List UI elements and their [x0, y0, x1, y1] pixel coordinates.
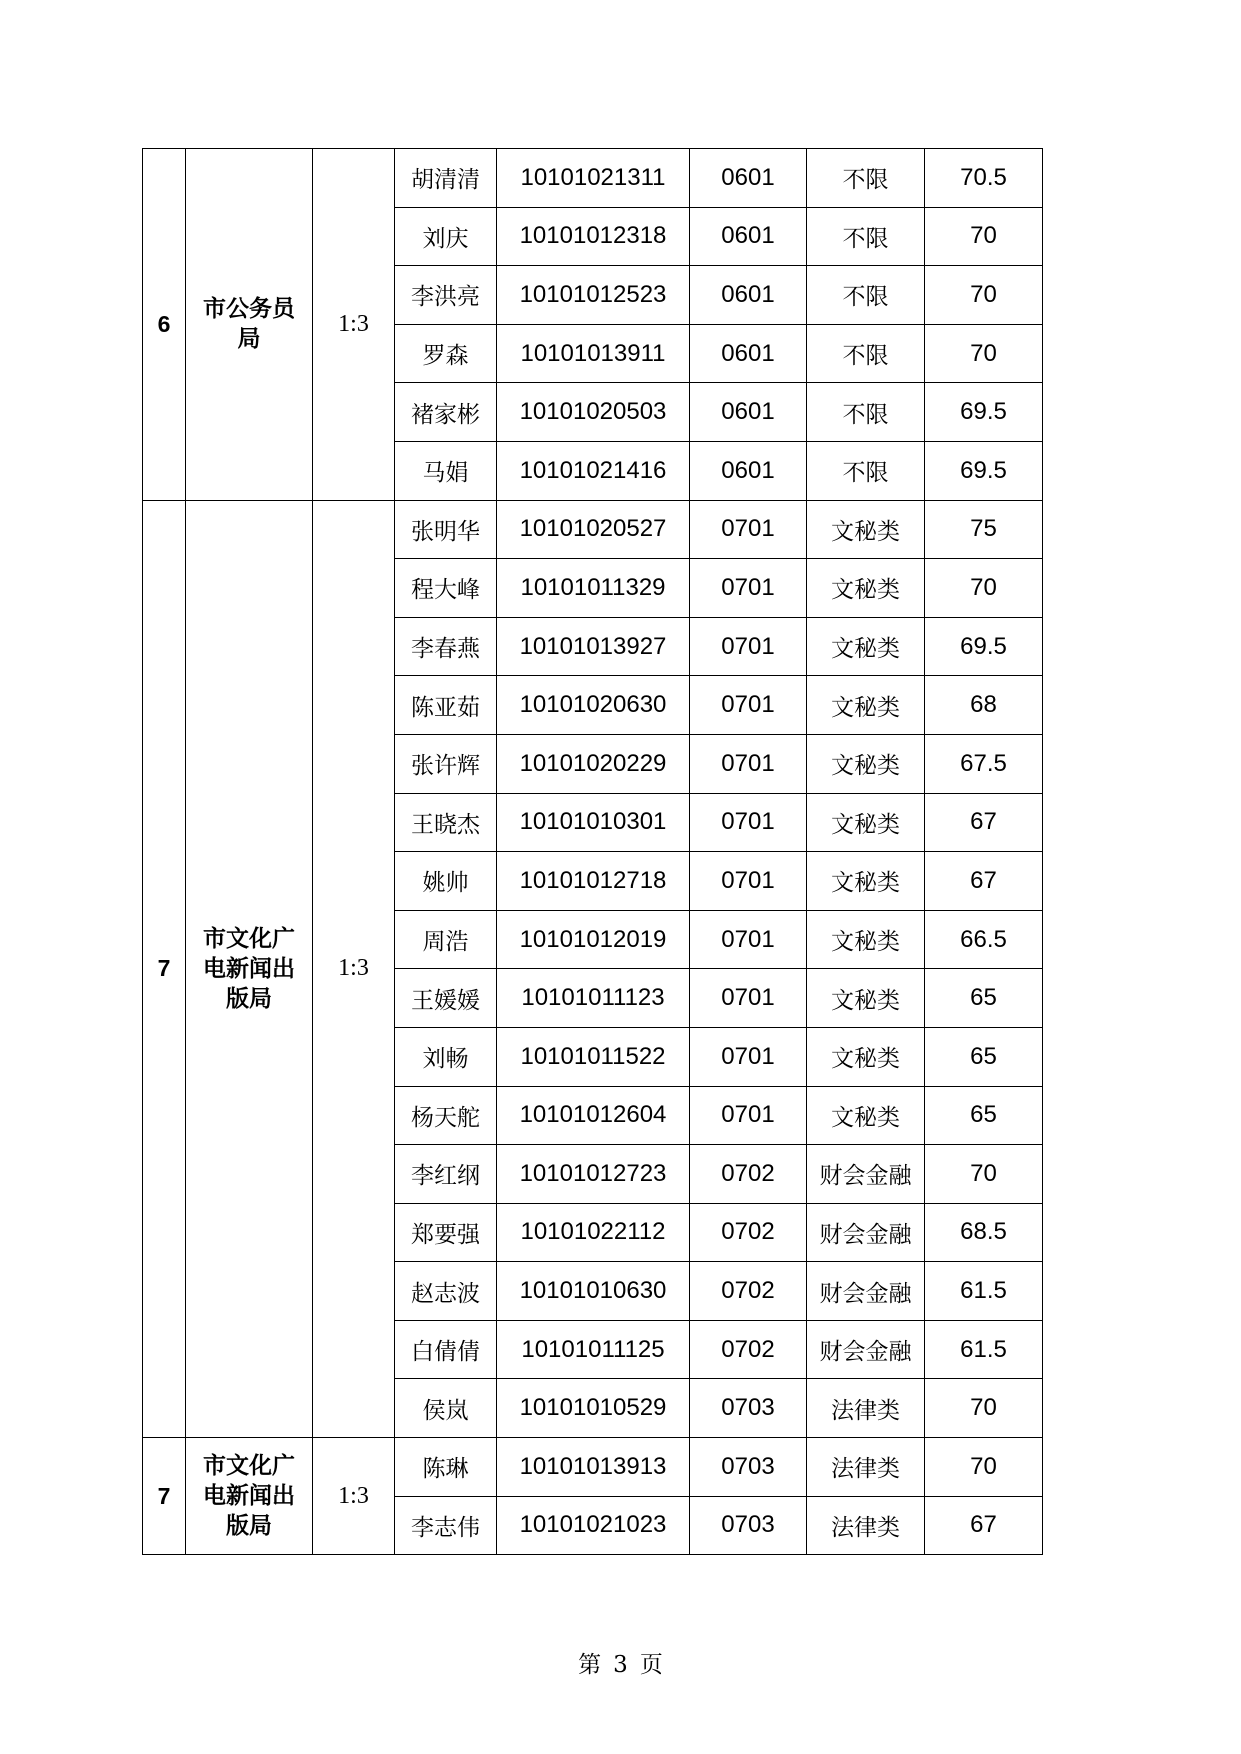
major-cell: 文秘类 [807, 617, 925, 676]
name-cell: 陈亚茹 [395, 676, 497, 735]
score-cell: 68 [925, 676, 1043, 735]
position-code-cell: 0701 [690, 617, 807, 676]
exam-id-cell: 10101022112 [497, 1203, 690, 1262]
score-cell: 70 [925, 207, 1043, 266]
major-cell: 不限 [807, 149, 925, 208]
table-row [143, 500, 1043, 559]
exam-id-cell: 10101013913 [497, 1438, 690, 1497]
position-code-cell: 0601 [690, 441, 807, 500]
exam-id-cell: 10101011329 [497, 559, 690, 618]
exam-id-cell: 10101020503 [497, 383, 690, 442]
major-cell: 不限 [807, 266, 925, 325]
score-cell: 70 [925, 1438, 1043, 1497]
name-cell: 王晓杰 [395, 793, 497, 852]
position-code-cell: 0702 [690, 1262, 807, 1321]
name-cell: 陈琳 [395, 1438, 497, 1497]
position-code-cell: 0601 [690, 207, 807, 266]
score-cell: 70 [925, 266, 1043, 325]
exam-id-cell: 10101011123 [497, 969, 690, 1028]
group-ratio-cell: 1:3 [313, 500, 395, 1438]
score-cell: 70 [925, 324, 1043, 383]
major-cell: 文秘类 [807, 1027, 925, 1086]
score-cell: 67 [925, 1496, 1043, 1555]
major-cell: 文秘类 [807, 852, 925, 911]
exam-id-cell: 10101011522 [497, 1027, 690, 1086]
major-cell: 财会金融 [807, 1145, 925, 1204]
exam-id-cell: 10101020630 [497, 676, 690, 735]
dept-line: 电新闻出 [203, 955, 295, 982]
major-cell: 文秘类 [807, 793, 925, 852]
name-cell: 李春燕 [395, 617, 497, 676]
name-cell: 褚家彬 [395, 383, 497, 442]
dept-line: 局 [237, 326, 261, 353]
exam-id-cell: 10101012723 [497, 1145, 690, 1204]
name-cell: 张明华 [395, 500, 497, 559]
major-cell: 文秘类 [807, 1086, 925, 1145]
exam-id-cell: 10101010301 [497, 793, 690, 852]
score-cell: 61.5 [925, 1320, 1043, 1379]
table-row [143, 1438, 1043, 1497]
position-code-cell: 0703 [690, 1496, 807, 1555]
major-cell: 法律类 [807, 1379, 925, 1438]
group-dept-cell [186, 1438, 313, 1555]
score-cell: 65 [925, 1027, 1043, 1086]
position-code-cell: 0701 [690, 676, 807, 735]
name-cell: 刘畅 [395, 1027, 497, 1086]
group-seq-cell: 6 [143, 149, 186, 501]
score-cell: 66.5 [925, 910, 1043, 969]
score-cell: 69.5 [925, 383, 1043, 442]
score-cell: 70.5 [925, 149, 1043, 208]
dept-line: 市公务员 [203, 296, 295, 323]
table-row [143, 149, 1043, 208]
position-code-cell: 0701 [690, 500, 807, 559]
footer-prefix: 第 [578, 1652, 602, 1678]
candidate-table [142, 148, 1043, 1555]
position-code-cell: 0701 [690, 793, 807, 852]
name-cell: 马娟 [395, 441, 497, 500]
major-cell: 文秘类 [807, 734, 925, 793]
position-code-cell: 0703 [690, 1438, 807, 1497]
group-dept-cell [186, 149, 313, 501]
name-cell: 周浩 [395, 910, 497, 969]
score-cell: 70 [925, 1145, 1043, 1204]
exam-id-cell: 10101021311 [497, 149, 690, 208]
name-cell: 刘庆 [395, 207, 497, 266]
exam-id-cell: 10101021416 [497, 441, 690, 500]
score-cell: 68.5 [925, 1203, 1043, 1262]
position-code-cell: 0601 [690, 266, 807, 325]
position-code-cell: 0701 [690, 1086, 807, 1145]
group-seq-cell: 7 [143, 500, 186, 1438]
position-code-cell: 0703 [690, 1379, 807, 1438]
major-cell: 财会金融 [807, 1262, 925, 1321]
position-code-cell: 0601 [690, 324, 807, 383]
score-cell: 69.5 [925, 441, 1043, 500]
score-cell: 70 [925, 1379, 1043, 1438]
name-cell: 郑要强 [395, 1203, 497, 1262]
exam-id-cell: 10101012718 [497, 852, 690, 911]
position-code-cell: 0601 [690, 383, 807, 442]
score-cell: 70 [925, 559, 1043, 618]
name-cell: 王媛媛 [395, 969, 497, 1028]
exam-id-cell: 10101011125 [497, 1320, 690, 1379]
group-ratio-cell: 1:3 [313, 1438, 395, 1555]
dept-line: 市文化广 [203, 1453, 295, 1480]
position-code-cell: 0702 [690, 1145, 807, 1204]
major-cell: 文秘类 [807, 910, 925, 969]
exam-id-cell: 10101012604 [497, 1086, 690, 1145]
group-ratio-cell: 1:3 [313, 149, 395, 501]
exam-id-cell: 10101012318 [497, 207, 690, 266]
position-code-cell: 0701 [690, 910, 807, 969]
major-cell: 不限 [807, 441, 925, 500]
position-code-cell: 0601 [690, 149, 807, 208]
name-cell: 李洪亮 [395, 266, 497, 325]
major-cell: 法律类 [807, 1438, 925, 1497]
exam-id-cell: 10101020527 [497, 500, 690, 559]
position-code-cell: 0701 [690, 1027, 807, 1086]
name-cell: 张许辉 [395, 734, 497, 793]
major-cell: 文秘类 [807, 969, 925, 1028]
name-cell: 白倩倩 [395, 1320, 497, 1379]
page-footer [0, 1646, 1241, 1679]
name-cell: 程大峰 [395, 559, 497, 618]
score-cell: 65 [925, 1086, 1043, 1145]
major-cell: 文秘类 [807, 676, 925, 735]
exam-id-cell: 10101012019 [497, 910, 690, 969]
exam-id-cell: 10101013911 [497, 324, 690, 383]
major-cell: 不限 [807, 383, 925, 442]
position-code-cell: 0701 [690, 969, 807, 1028]
name-cell: 罗森 [395, 324, 497, 383]
score-cell: 75 [925, 500, 1043, 559]
exam-id-cell: 10101012523 [497, 266, 690, 325]
dept-line: 版局 [226, 1513, 272, 1540]
name-cell: 赵志波 [395, 1262, 497, 1321]
group-seq-cell: 7 [143, 1438, 186, 1555]
name-cell: 侯岚 [395, 1379, 497, 1438]
major-cell: 财会金融 [807, 1320, 925, 1379]
major-cell: 不限 [807, 324, 925, 383]
name-cell: 胡清清 [395, 149, 497, 208]
major-cell: 财会金融 [807, 1203, 925, 1262]
dept-line: 版局 [226, 985, 272, 1012]
score-cell: 69.5 [925, 617, 1043, 676]
exam-id-cell: 10101021023 [497, 1496, 690, 1555]
dept-line: 电新闻出 [203, 1483, 295, 1510]
major-cell: 法律类 [807, 1496, 925, 1555]
group-dept-cell [186, 500, 313, 1438]
dept-line: 市文化广 [203, 925, 295, 952]
position-code-cell: 0702 [690, 1320, 807, 1379]
score-cell: 67 [925, 852, 1043, 911]
position-code-cell: 0702 [690, 1203, 807, 1262]
score-cell: 61.5 [925, 1262, 1043, 1321]
table-body [143, 149, 1043, 1555]
position-code-cell: 0701 [690, 734, 807, 793]
major-cell: 文秘类 [807, 559, 925, 618]
score-cell: 65 [925, 969, 1043, 1028]
position-code-cell: 0701 [690, 559, 807, 618]
score-cell: 67 [925, 793, 1043, 852]
name-cell: 杨天舵 [395, 1086, 497, 1145]
footer-page-number: 3 [613, 1652, 628, 1678]
major-cell: 文秘类 [807, 500, 925, 559]
exam-id-cell: 10101010529 [497, 1379, 690, 1438]
major-cell: 不限 [807, 207, 925, 266]
name-cell: 李红纲 [395, 1145, 497, 1204]
score-cell: 67.5 [925, 734, 1043, 793]
name-cell: 李志伟 [395, 1496, 497, 1555]
exam-id-cell: 10101010630 [497, 1262, 690, 1321]
position-code-cell: 0701 [690, 852, 807, 911]
name-cell: 姚帅 [395, 852, 497, 911]
exam-id-cell: 10101013927 [497, 617, 690, 676]
exam-id-cell: 10101020229 [497, 734, 690, 793]
footer-suffix: 页 [639, 1652, 663, 1678]
